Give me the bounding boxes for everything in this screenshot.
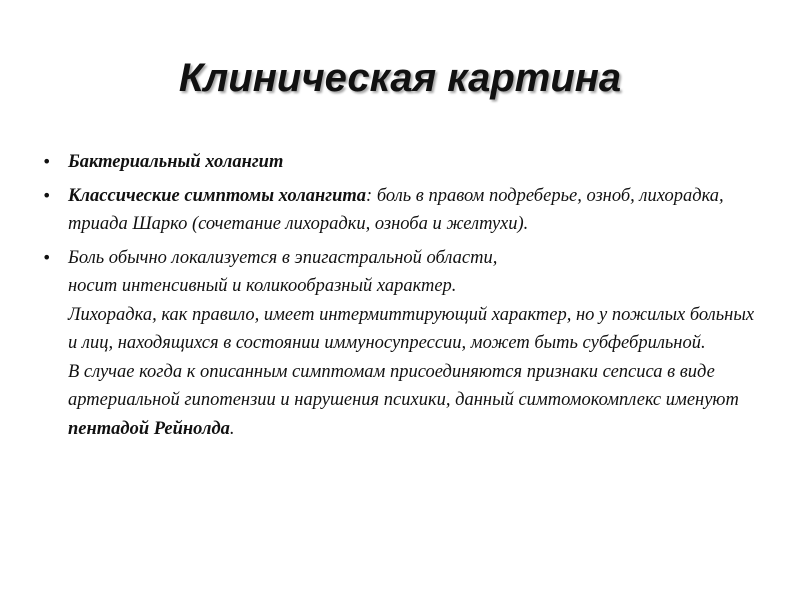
list-item	[40, 182, 760, 239]
list-item	[40, 148, 760, 177]
bullet-icon: •	[42, 247, 52, 267]
item-separator: :	[366, 185, 373, 206]
item-text: боль в правом подреберье, озноб, лихорадка, триада Шарко (сочетание лихорадки, озноба и желтухи).	[68, 185, 724, 234]
item-heading: Классические симптомы холангита	[68, 185, 367, 206]
list-item	[40, 244, 760, 444]
item-line-last	[68, 358, 760, 444]
bullet-icon: •	[42, 152, 52, 171]
item-end: .	[229, 418, 235, 439]
item-heading: Бактериальный холангит	[68, 152, 284, 172]
item-line: носит интенсивный и коликообразный характер.	[68, 276, 457, 296]
item-line: Лихорадка, как правило, имеет интермиттирующий характер, но у пожилых больных и лиц, находящихся в состоянии иммуносупрессии, может быть субфебрильной.	[68, 304, 755, 353]
bullet-icon: •	[42, 185, 52, 205]
item-text: В случае когда к описанным симптомам присоединяются признаки сепсиса в виде артериальной гипотензии и нарушения психики, данный симтомокомплекс именуют	[68, 361, 739, 410]
bullet-list	[40, 148, 760, 448]
slide-title: Клиническая картина	[178, 56, 622, 100]
item-line: Боль обычно локализуется в эпигастральной области,	[68, 247, 498, 268]
item-emphasis: пентадой Рейнолда	[68, 418, 230, 439]
